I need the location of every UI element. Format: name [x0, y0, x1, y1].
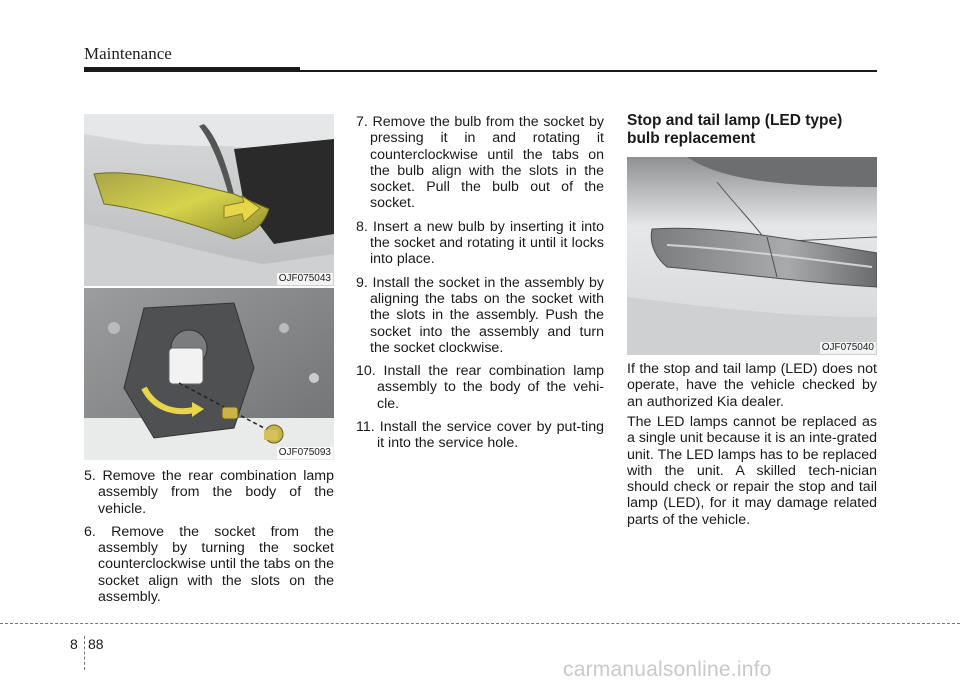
page-header-title: Maintenance — [84, 44, 172, 63]
footer-vertical-divider — [84, 636, 85, 670]
socket-removal-illustration — [84, 288, 334, 460]
lamp-removal-illustration — [84, 114, 334, 286]
figure-led-tail-lamp — [627, 157, 877, 355]
step-item: 10. Install the rear combination lamp assembly to the body of the vehi-cle. — [356, 363, 604, 412]
step-item: 8. Insert a new bulb by inserting it into the socket and rotating it until it locks into place. — [356, 218, 604, 268]
figure-caption-code: OJF075040 — [821, 342, 874, 353]
chapter-number: 8 — [70, 636, 78, 652]
led-tail-lamp-illustration — [627, 157, 877, 355]
watermark-text: carmanualsonline.info — [563, 658, 772, 681]
step-item: 9. Install the socket in the assembly by aligning the tabs on the socket with the slots in the assembly. Push the socket into the assembly and turn the socket clockwise. — [356, 274, 604, 356]
steps-list-left — [84, 468, 334, 612]
step-item: 5. Remove the rear combination lamp assembly from the body of the vehicle. — [84, 468, 334, 517]
steps-list-middle — [356, 114, 604, 459]
footer-divider — [0, 623, 960, 624]
figure-socket-removal — [84, 288, 334, 460]
header-rule-thin — [300, 70, 877, 72]
page-number: 88 — [88, 636, 104, 652]
step-item: 11. Install the service cover by put-ting it into the service hole. — [356, 419, 604, 452]
step-item: 6. Remove the socket from the assembly by turning the socket counterclockwise until the tabs on the socket align with the slots on the assembly. — [84, 523, 335, 606]
figure-lamp-removal — [84, 114, 334, 286]
step-item: 7. Remove the bulb from the socket by pressing it in and rotating it counterclockwise until the tabs on the bulb align with the slots in the socket. Pull the bulb out of the socket. — [356, 114, 604, 212]
figure-caption-code: OJF075043 — [278, 273, 331, 284]
header-rule-thick — [84, 67, 300, 72]
figure-caption-code: OJF075093 — [278, 447, 331, 458]
paragraph: The LED lamps cannot be replaced as a single unit because it is an inte-grated unit. The LED lamps has to be replaced with the unit. A skilled tech-nician should check or repair the stop and tail lamp (LED), for it may damage related parts of the vehicle. — [627, 414, 878, 528]
paragraph: If the stop and tail lamp (LED) does not operate, have the vehicle checked by an authorized Kia dealer. — [627, 361, 877, 410]
section-heading: Stop and tail lamp (LED type) bulb replacement — [627, 112, 843, 147]
